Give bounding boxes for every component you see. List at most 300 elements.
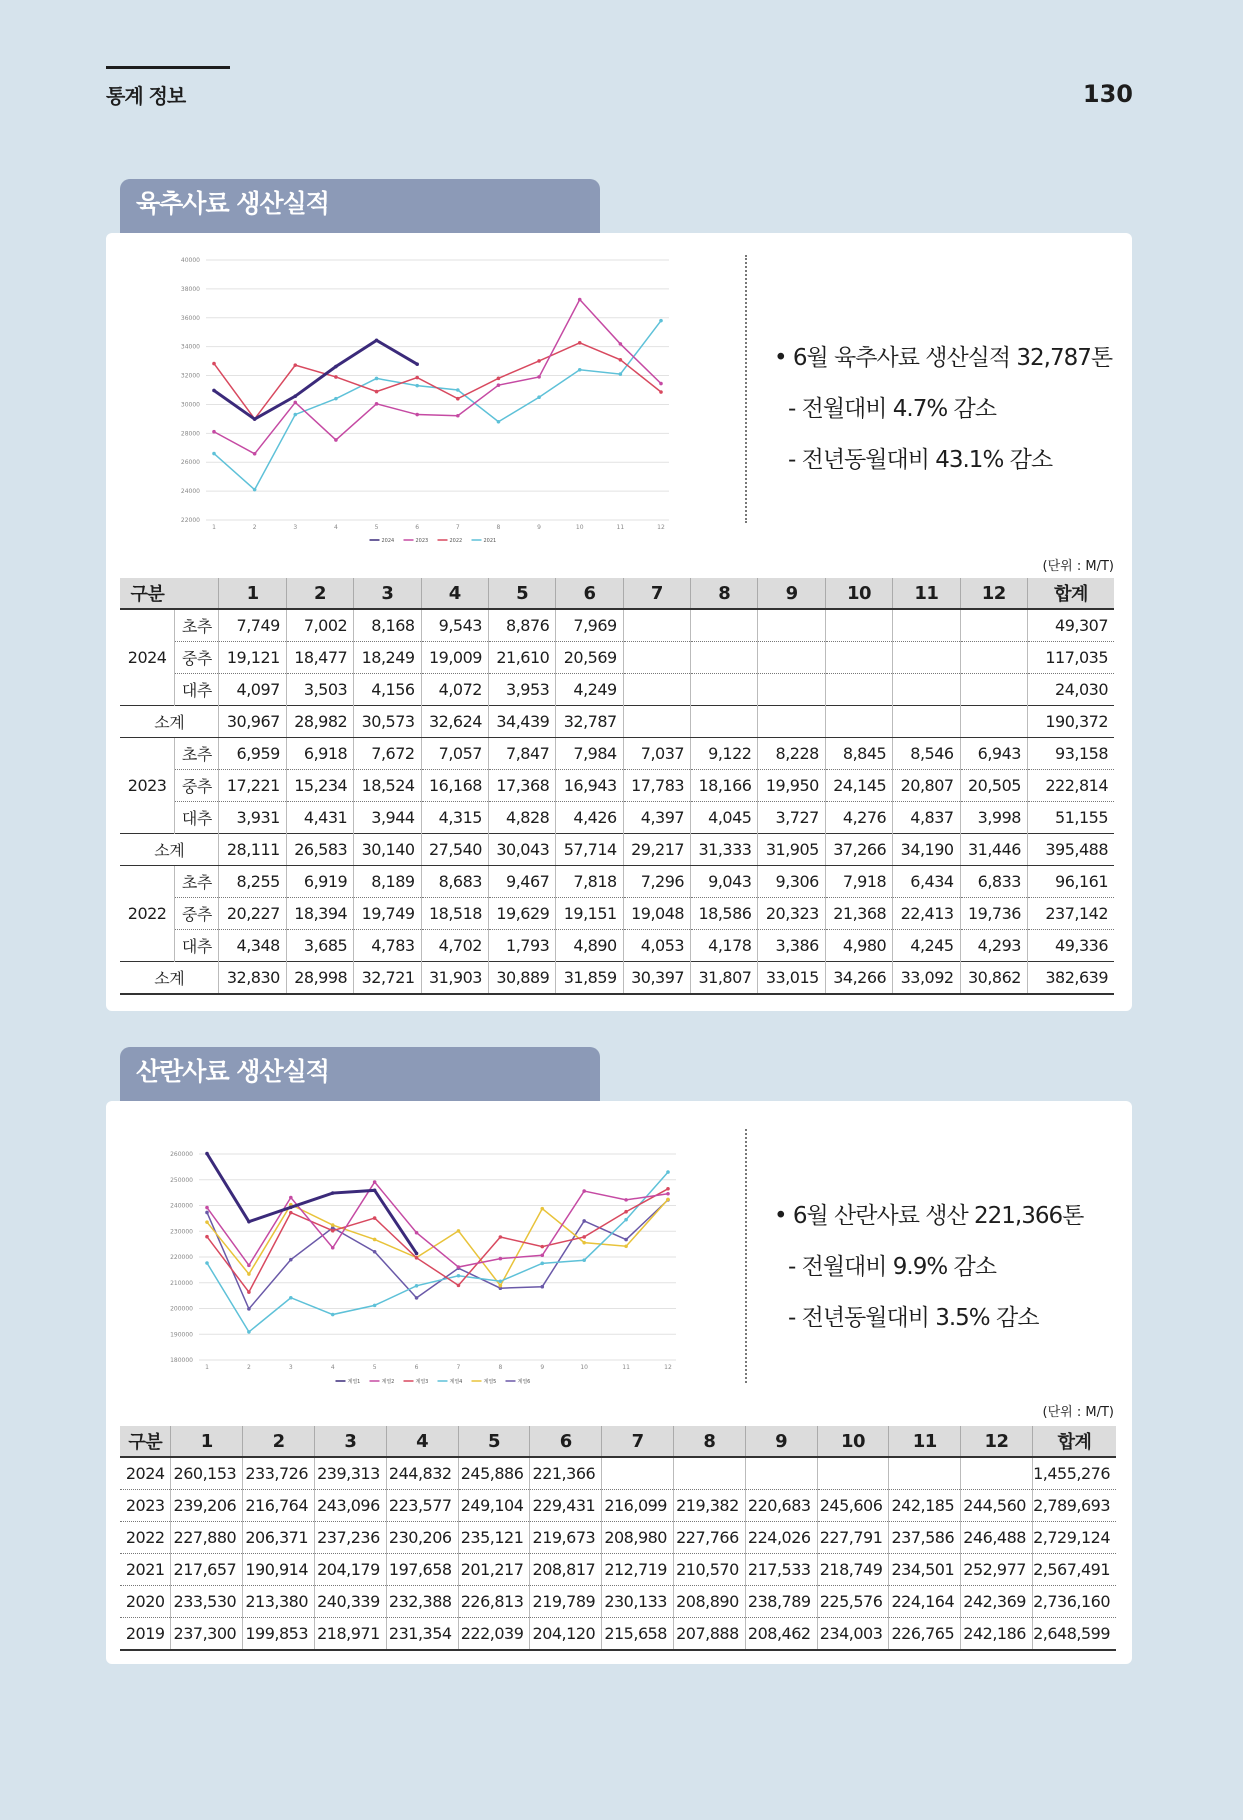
data-point [659, 390, 663, 394]
summary-mom: - 전월대비 9.9% 감소 [788, 1254, 996, 1280]
column-header: 2 [243, 1426, 315, 1457]
data-point [289, 1296, 293, 1300]
data-point [247, 1290, 251, 1294]
table-row [120, 1586, 1116, 1618]
value-cell: 19,736 [960, 898, 1027, 930]
column-header: 4 [421, 578, 488, 609]
value-cell: 30,140 [354, 834, 421, 866]
table-header-row [120, 1426, 1116, 1457]
value-cell: 4,431 [286, 802, 353, 834]
value-cell: 29,217 [623, 834, 690, 866]
row-label: 대추 [175, 802, 219, 834]
value-cell: 9,306 [758, 866, 825, 898]
value-cell [960, 642, 1027, 674]
value-cell [623, 609, 690, 642]
value-cell: 237,236 [315, 1522, 387, 1554]
year-cell: 2019 [120, 1618, 171, 1651]
column-header: 3 [315, 1426, 387, 1457]
column-header: 6 [556, 578, 623, 609]
value-cell: 31,859 [556, 962, 623, 995]
y-tick-label: 36000 [180, 314, 200, 322]
value-cell: 206,371 [243, 1522, 315, 1554]
value-cell: 17,221 [219, 770, 286, 802]
value-cell: 234,003 [817, 1618, 889, 1651]
y-tick-label: 26000 [180, 459, 200, 467]
year-cell: 2024 [127, 648, 167, 667]
value-cell: 31,903 [421, 962, 488, 995]
year-cell: 2021 [120, 1554, 171, 1586]
y-tick-label: 40000 [180, 257, 200, 264]
value-cell: 8,546 [893, 738, 960, 770]
data-point [253, 417, 257, 421]
data-point [373, 1304, 377, 1308]
data-point [293, 363, 297, 367]
y-tick-label: 38000 [180, 285, 200, 293]
value-cell: 216,099 [602, 1490, 674, 1522]
chart-chick-feed [106, 233, 726, 553]
value-cell [623, 674, 690, 706]
divider [745, 1129, 747, 1383]
data-point [373, 1250, 377, 1254]
legend-label: 2024 [381, 538, 395, 544]
data-point [415, 384, 419, 388]
data-point [578, 368, 582, 372]
data-point [247, 1330, 251, 1334]
column-header: 2 [286, 578, 353, 609]
column-header: 1 [171, 1426, 243, 1457]
x-tick-label: 12 [664, 1364, 672, 1371]
value-cell [960, 706, 1027, 738]
value-cell: 4,156 [354, 674, 421, 706]
value-cell: 8,876 [488, 609, 555, 642]
x-tick-label: 1 [205, 1364, 209, 1371]
value-cell: 4,245 [893, 930, 960, 962]
value-cell: 245,886 [458, 1457, 530, 1490]
subtotal-label: 소계 [120, 706, 219, 738]
value-cell [817, 1457, 889, 1490]
value-cell: 7,037 [623, 738, 690, 770]
table-row [120, 738, 1114, 770]
value-cell: 18,518 [421, 898, 488, 930]
value-cell: 227,880 [171, 1522, 243, 1554]
value-cell: 245,606 [817, 1490, 889, 1522]
data-point [205, 1220, 209, 1224]
value-cell: 17,368 [488, 770, 555, 802]
value-cell: 26,583 [286, 834, 353, 866]
page-number: 130 [1082, 80, 1133, 108]
row-label: 초추 [175, 738, 219, 770]
y-tick-label: 28000 [180, 430, 200, 438]
table-layer-feed [120, 1426, 1116, 1651]
data-point [289, 1211, 293, 1215]
value-cell: 57,714 [556, 834, 623, 866]
value-cell: 252,977 [961, 1554, 1033, 1586]
top-rule [106, 66, 230, 69]
value-cell: 31,807 [691, 962, 758, 995]
data-point [373, 1180, 377, 1184]
data-point [205, 1206, 209, 1210]
data-point [666, 1198, 670, 1202]
value-cell: 34,190 [893, 834, 960, 866]
data-point [619, 372, 623, 376]
value-cell: 31,333 [691, 834, 758, 866]
value-cell: 20,323 [758, 898, 825, 930]
total-cell: 51,155 [1027, 802, 1114, 834]
column-header: 8 [673, 1426, 745, 1457]
year-cell: 2020 [120, 1586, 171, 1618]
data-point [497, 420, 501, 424]
value-cell: 239,313 [315, 1457, 387, 1490]
table-chick-feed [120, 578, 1114, 995]
column-header: 5 [458, 1426, 530, 1457]
value-cell [893, 674, 960, 706]
data-point [212, 389, 216, 393]
value-cell [623, 706, 690, 738]
value-cell: 225,576 [817, 1586, 889, 1618]
value-cell: 239,206 [171, 1490, 243, 1522]
value-cell: 28,998 [286, 962, 353, 995]
value-cell: 4,890 [556, 930, 623, 962]
value-cell: 7,984 [556, 738, 623, 770]
data-point [415, 1296, 419, 1300]
data-point [212, 430, 216, 434]
value-cell [825, 674, 892, 706]
legend-label: 2021 [483, 538, 497, 544]
value-cell: 34,439 [488, 706, 555, 738]
total-cell: 49,336 [1027, 930, 1114, 962]
x-tick-label: 4 [330, 1364, 335, 1371]
value-cell: 6,918 [286, 738, 353, 770]
y-tick-label: 230000 [170, 1228, 193, 1236]
value-cell: 22,413 [893, 898, 960, 930]
value-cell: 226,765 [889, 1618, 961, 1651]
data-point [289, 1205, 293, 1209]
value-cell: 222,039 [458, 1618, 530, 1651]
total-cell: 382,639 [1027, 962, 1114, 995]
value-cell: 8,255 [219, 866, 286, 898]
total-cell: 2,648,599 [1032, 1618, 1116, 1651]
y-tick-label: 220000 [170, 1254, 193, 1261]
unit-label: (단위 : M/T) [1042, 559, 1114, 574]
value-cell: 32,830 [219, 962, 286, 995]
row-label: 초추 [175, 609, 219, 642]
value-cell: 260,153 [171, 1457, 243, 1490]
value-cell: 8,228 [758, 738, 825, 770]
y-tick-label: 250000 [170, 1176, 193, 1184]
column-header: 3 [354, 578, 421, 609]
value-cell: 7,818 [556, 866, 623, 898]
data-point [499, 1284, 503, 1288]
data-point [375, 339, 379, 343]
value-cell: 237,300 [171, 1618, 243, 1651]
data-point [331, 1246, 335, 1250]
data-point [375, 402, 379, 406]
data-point [659, 319, 663, 323]
year-cell: 2024 [120, 1457, 171, 1490]
value-cell: 32,787 [556, 706, 623, 738]
data-point [540, 1245, 544, 1249]
data-point [205, 1235, 209, 1239]
data-point [456, 397, 460, 401]
y-tick-label: 180000 [170, 1357, 193, 1364]
total-cell: 1,455,276 [1032, 1457, 1116, 1490]
value-cell: 210,570 [673, 1554, 745, 1586]
value-cell: 19,950 [758, 770, 825, 802]
column-header: 11 [893, 578, 960, 609]
value-cell: 32,624 [421, 706, 488, 738]
value-cell: 3,503 [286, 674, 353, 706]
x-tick-label: 7 [456, 1364, 461, 1371]
legend-label: 계열5 [483, 1379, 497, 1385]
column-header: 9 [758, 578, 825, 609]
x-tick-label: 6 [415, 524, 420, 531]
data-point [212, 362, 216, 366]
data-point [247, 1307, 251, 1311]
value-cell [623, 642, 690, 674]
value-cell: 30,043 [488, 834, 555, 866]
column-header: 합계 [1027, 578, 1114, 609]
total-cell: 222,814 [1027, 770, 1114, 802]
value-cell [758, 706, 825, 738]
value-cell: 8,845 [825, 738, 892, 770]
x-tick-label: 3 [293, 524, 298, 531]
data-point [457, 1265, 461, 1269]
x-tick-label: 9 [540, 1364, 545, 1371]
value-cell: 243,096 [315, 1490, 387, 1522]
x-tick-label: 8 [498, 1364, 503, 1371]
data-point [415, 413, 419, 417]
value-cell: 235,121 [458, 1522, 530, 1554]
data-point [540, 1285, 544, 1289]
legend-label: 2023 [415, 538, 429, 544]
y-tick-label: 190000 [170, 1331, 193, 1339]
y-tick-label: 260000 [170, 1151, 193, 1158]
table-row [120, 642, 1114, 674]
value-cell: 6,434 [893, 866, 960, 898]
value-cell: 3,727 [758, 802, 825, 834]
value-cell: 4,702 [421, 930, 488, 962]
card-chick-feed [106, 233, 1132, 1011]
value-cell: 7,672 [354, 738, 421, 770]
value-cell [825, 642, 892, 674]
data-point [373, 1216, 377, 1220]
data-point [253, 488, 257, 492]
total-cell: 2,567,491 [1032, 1554, 1116, 1586]
total-cell: 117,035 [1027, 642, 1114, 674]
value-cell: 7,918 [825, 866, 892, 898]
value-cell: 33,015 [758, 962, 825, 995]
x-tick-label: 4 [333, 524, 338, 531]
value-cell: 230,133 [602, 1586, 674, 1618]
data-point [293, 394, 297, 398]
table-row [120, 1490, 1116, 1522]
value-cell: 242,185 [889, 1490, 961, 1522]
data-point [619, 358, 623, 362]
data-point [499, 1235, 503, 1239]
value-cell: 217,657 [171, 1554, 243, 1586]
value-cell: 219,789 [530, 1586, 602, 1618]
value-cell: 4,980 [825, 930, 892, 962]
value-cell [893, 642, 960, 674]
data-point [456, 388, 460, 392]
value-cell: 224,164 [889, 1586, 961, 1618]
legend-label: 계열1 [347, 1379, 361, 1385]
value-cell: 18,394 [286, 898, 353, 930]
value-cell: 16,943 [556, 770, 623, 802]
series-line [207, 1200, 668, 1309]
value-cell: 18,524 [354, 770, 421, 802]
series-line [207, 1154, 417, 1254]
subtotal-row [120, 834, 1114, 866]
data-point [247, 1220, 251, 1224]
value-cell: 8,168 [354, 609, 421, 642]
value-cell: 15,234 [286, 770, 353, 802]
data-point [666, 1187, 670, 1191]
row-label: 대추 [175, 930, 219, 962]
value-cell: 4,783 [354, 930, 421, 962]
value-cell [691, 706, 758, 738]
value-cell: 8,683 [421, 866, 488, 898]
value-cell: 21,610 [488, 642, 555, 674]
value-cell: 208,817 [530, 1554, 602, 1586]
value-cell: 9,543 [421, 609, 488, 642]
x-tick-label: 12 [657, 524, 665, 531]
value-cell: 28,982 [286, 706, 353, 738]
value-cell: 20,807 [893, 770, 960, 802]
data-point [205, 1152, 209, 1156]
x-tick-label: 9 [537, 524, 542, 531]
value-cell: 9,122 [691, 738, 758, 770]
value-cell: 8,189 [354, 866, 421, 898]
value-cell [960, 609, 1027, 642]
data-point [373, 1238, 377, 1242]
y-tick-label: 200000 [170, 1305, 193, 1313]
series-line [214, 299, 661, 453]
value-cell [758, 674, 825, 706]
data-point [457, 1274, 461, 1278]
value-cell: 201,217 [458, 1554, 530, 1586]
value-cell [825, 609, 892, 642]
series-line [214, 343, 661, 419]
data-point [331, 1223, 335, 1227]
value-cell: 230,206 [386, 1522, 458, 1554]
y-tick-label: 24000 [180, 488, 200, 496]
data-point [582, 1189, 586, 1193]
subtotal-row [120, 706, 1114, 738]
series-line [207, 1172, 668, 1332]
value-cell [960, 674, 1027, 706]
value-cell: 20,569 [556, 642, 623, 674]
value-cell: 6,919 [286, 866, 353, 898]
total-cell: 49,307 [1027, 609, 1114, 642]
value-cell [602, 1457, 674, 1490]
value-cell: 207,888 [673, 1618, 745, 1651]
value-cell: 221,366 [530, 1457, 602, 1490]
y-tick-label: 22000 [180, 517, 200, 524]
value-cell: 204,179 [315, 1554, 387, 1586]
data-point [415, 362, 419, 366]
value-cell: 204,120 [530, 1618, 602, 1651]
value-cell: 6,833 [960, 866, 1027, 898]
value-cell: 231,354 [386, 1618, 458, 1651]
legend-label: 2022 [449, 538, 463, 544]
data-point [205, 1261, 209, 1265]
value-cell: 224,026 [745, 1522, 817, 1554]
data-point [499, 1257, 503, 1261]
data-point [205, 1211, 209, 1215]
x-tick-label: 3 [288, 1364, 293, 1371]
value-cell [691, 674, 758, 706]
column-header: 8 [691, 578, 758, 609]
data-point [415, 1284, 419, 1288]
value-cell: 6,959 [219, 738, 286, 770]
value-cell: 223,577 [386, 1490, 458, 1522]
series-line [207, 1182, 668, 1267]
value-cell: 227,766 [673, 1522, 745, 1554]
total-cell: 2,729,124 [1032, 1522, 1116, 1554]
column-header: 12 [960, 578, 1027, 609]
value-cell: 19,121 [219, 642, 286, 674]
data-point [582, 1258, 586, 1262]
value-cell: 33,092 [893, 962, 960, 995]
value-cell: 213,380 [243, 1586, 315, 1618]
data-point [289, 1258, 293, 1262]
data-point [624, 1198, 628, 1202]
data-point [497, 377, 501, 381]
data-point [293, 413, 297, 417]
row-label: 대추 [175, 674, 219, 706]
value-cell: 246,488 [961, 1522, 1033, 1554]
value-cell: 28,111 [219, 834, 286, 866]
value-cell [961, 1457, 1033, 1490]
data-point [334, 375, 338, 379]
value-cell: 3,931 [219, 802, 286, 834]
data-point [540, 1253, 544, 1257]
x-tick-label: 5 [372, 1364, 377, 1371]
value-cell: 16,168 [421, 770, 488, 802]
data-point [540, 1262, 544, 1266]
x-tick-label: 11 [616, 524, 625, 531]
card-layer-feed [106, 1101, 1132, 1664]
y-tick-label: 30000 [180, 401, 200, 409]
value-cell: 208,462 [745, 1618, 817, 1651]
data-point [293, 401, 297, 405]
data-point [537, 395, 541, 399]
value-cell: 217,533 [745, 1554, 817, 1586]
summary-mom: - 전월대비 4.7% 감소 [788, 396, 996, 422]
value-cell: 30,397 [623, 962, 690, 995]
table-header-row [120, 578, 1114, 609]
data-point [415, 1231, 419, 1235]
value-cell [691, 642, 758, 674]
value-cell: 3,685 [286, 930, 353, 962]
column-header: 6 [530, 1426, 602, 1457]
data-point [456, 414, 460, 418]
data-point [415, 376, 419, 380]
value-cell: 18,249 [354, 642, 421, 674]
data-point [624, 1238, 628, 1242]
value-cell: 30,967 [219, 706, 286, 738]
subtotal-label: 소계 [120, 962, 219, 995]
section-tab-layer-feed: 산란사료 생산실적 [120, 1047, 600, 1103]
data-point [331, 1229, 335, 1233]
table-row [120, 866, 1114, 898]
value-cell: 229,431 [530, 1490, 602, 1522]
data-point [373, 1189, 377, 1193]
column-header: 구분 [120, 1426, 171, 1457]
value-cell: 219,673 [530, 1522, 602, 1554]
legend-label: 계열4 [449, 1379, 463, 1385]
